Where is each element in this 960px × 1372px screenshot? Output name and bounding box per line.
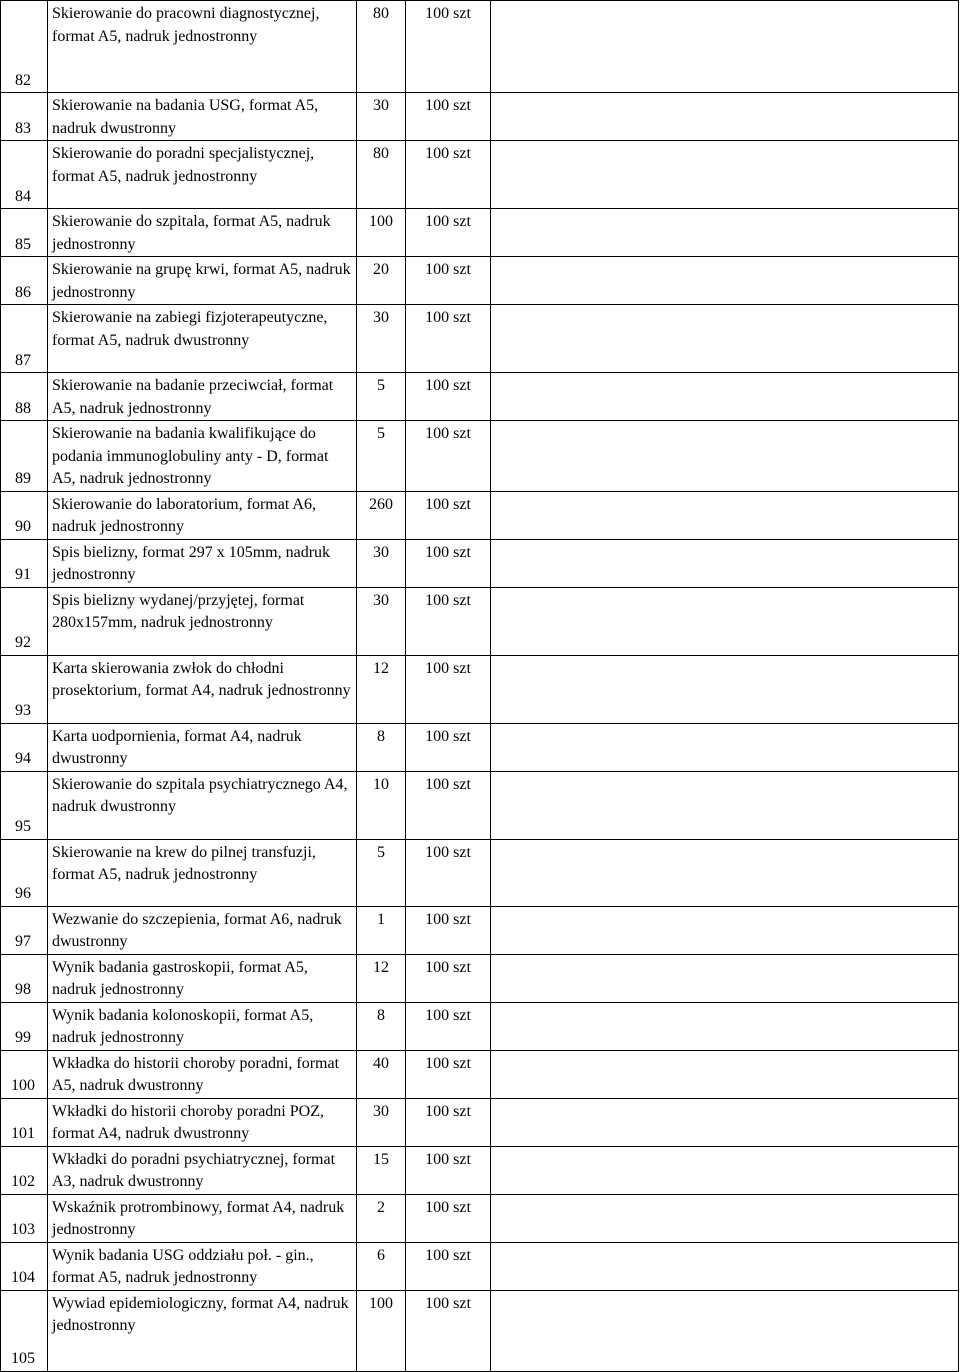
table-row [1,1146,959,1194]
row-empty-cell [491,906,959,954]
row-description: Skierowanie na grupę krwi, format A5, nadruk jednostronny [48,257,357,305]
table-row [1,257,959,305]
row-empty-cell [491,491,959,539]
row-quantity: 30 [357,539,406,587]
table-row [1,1002,959,1050]
table-row [1,587,959,655]
table-row [1,373,959,421]
row-unit: 100 szt [406,305,491,373]
row-description: Wywiad epidemiologiczny, format A4, nadruk jednostronny [48,1290,357,1371]
row-quantity: 30 [357,587,406,655]
row-quantity: 80 [357,1,406,93]
row-unit: 100 szt [406,209,491,257]
row-quantity: 12 [357,954,406,1002]
row-quantity: 20 [357,257,406,305]
row-description: Wynik badania USG oddziału poł. - gin., format A5, nadruk jednostronny [48,1242,357,1290]
row-number: 91 [1,539,48,587]
row-number: 93 [1,655,48,723]
table-row [1,93,959,141]
row-empty-cell [491,1098,959,1146]
row-unit: 100 szt [406,373,491,421]
order-table-body [1,1,959,1372]
row-quantity: 5 [357,421,406,492]
row-unit: 100 szt [406,839,491,906]
row-number: 96 [1,839,48,906]
row-description: Wynik badania gastroskopii, format A5, nadruk jednostronny [48,954,357,1002]
table-row [1,954,959,1002]
row-empty-cell [491,771,959,839]
row-unit: 100 szt [406,1,491,93]
row-description: Skierowanie do poradni specjalistycznej, format A5, nadruk jednostronny [48,141,357,209]
row-number: 86 [1,257,48,305]
row-empty-cell [491,655,959,723]
row-number: 82 [1,1,48,93]
row-empty-cell [491,257,959,305]
row-description: Skierowanie do szpitala psychiatrycznego A4, nadruk dwustronny [48,771,357,839]
row-quantity: 6 [357,1242,406,1290]
row-quantity: 2 [357,1194,406,1242]
row-number: 89 [1,421,48,492]
row-number: 88 [1,373,48,421]
table-row [1,141,959,209]
row-unit: 100 szt [406,421,491,492]
table-row [1,1290,959,1371]
row-unit: 100 szt [406,954,491,1002]
table-row [1,1242,959,1290]
row-unit: 100 szt [406,723,491,771]
table-row [1,1194,959,1242]
row-description: Wynik badania kolonoskopii, format A5, nadruk jednostronny [48,1002,357,1050]
row-quantity: 30 [357,93,406,141]
row-quantity: 1 [357,906,406,954]
row-number: 99 [1,1002,48,1050]
row-number: 102 [1,1146,48,1194]
row-empty-cell [491,954,959,1002]
row-number: 103 [1,1194,48,1242]
row-description: Skierowanie do pracowni diagnostycznej, format A5, nadruk jednostronny [48,1,357,93]
table-row [1,305,959,373]
row-unit: 100 szt [406,141,491,209]
row-empty-cell [491,587,959,655]
row-description: Skierowanie na badanie przeciwciał, format A5, nadruk jednostronny [48,373,357,421]
table-row [1,1050,959,1098]
row-empty-cell [491,305,959,373]
row-empty-cell [491,141,959,209]
row-quantity: 5 [357,839,406,906]
row-quantity: 40 [357,1050,406,1098]
row-number: 83 [1,93,48,141]
row-description: Skierowanie na zabiegi fizjoterapeutyczne, format A5, nadruk dwustronny [48,305,357,373]
row-quantity: 260 [357,491,406,539]
row-empty-cell [491,1290,959,1371]
row-unit: 100 szt [406,771,491,839]
row-empty-cell [491,1002,959,1050]
row-quantity: 15 [357,1146,406,1194]
row-empty-cell [491,209,959,257]
table-row [1,1,959,93]
row-empty-cell [491,93,959,141]
row-unit: 100 szt [406,257,491,305]
row-unit: 100 szt [406,491,491,539]
table-row [1,771,959,839]
row-quantity: 12 [357,655,406,723]
row-number: 84 [1,141,48,209]
row-unit: 100 szt [406,1098,491,1146]
row-description: Wkładka do historii choroby poradni, format A5, nadruk dwustronny [48,1050,357,1098]
row-quantity: 100 [357,1290,406,1371]
table-row [1,421,959,492]
row-empty-cell [491,1,959,93]
row-number: 94 [1,723,48,771]
row-unit: 100 szt [406,906,491,954]
row-empty-cell [491,373,959,421]
row-quantity: 30 [357,1098,406,1146]
row-unit: 100 szt [406,1146,491,1194]
row-unit: 100 szt [406,1242,491,1290]
row-description: Skierowanie na krew do pilnej transfuzji, format A5, nadruk jednostronny [48,839,357,906]
row-quantity: 8 [357,723,406,771]
row-empty-cell [491,1194,959,1242]
row-number: 105 [1,1290,48,1371]
row-number: 97 [1,906,48,954]
row-quantity: 30 [357,305,406,373]
row-empty-cell [491,421,959,492]
row-empty-cell [491,1050,959,1098]
row-quantity: 80 [357,141,406,209]
row-unit: 100 szt [406,1050,491,1098]
row-number: 90 [1,491,48,539]
table-row [1,1098,959,1146]
row-number: 101 [1,1098,48,1146]
row-empty-cell [491,1242,959,1290]
row-description: Wkładki do historii choroby poradni POZ, format A4, nadruk dwustronny [48,1098,357,1146]
row-number: 95 [1,771,48,839]
row-unit: 100 szt [406,93,491,141]
row-description: Skierowanie na badania USG, format A5, nadruk dwustronny [48,93,357,141]
table-row [1,723,959,771]
row-unit: 100 szt [406,587,491,655]
table-row [1,209,959,257]
row-number: 104 [1,1242,48,1290]
row-number: 87 [1,305,48,373]
row-description: Skierowanie do szpitala, format A5, nadruk jednostronny [48,209,357,257]
row-unit: 100 szt [406,1290,491,1371]
table-row [1,906,959,954]
table-row [1,839,959,906]
row-quantity: 10 [357,771,406,839]
table-row [1,491,959,539]
row-description: Skierowanie na badania kwalifikujące do podania immunoglobuliny anty - D, format A5, nadruk jednostronny [48,421,357,492]
row-unit: 100 szt [406,1194,491,1242]
row-quantity: 8 [357,1002,406,1050]
row-quantity: 100 [357,209,406,257]
row-description: Karta uodpornienia, format A4, nadruk dwustronny [48,723,357,771]
row-description: Karta skierowania zwłok do chłodni prosektorium, format A4, nadruk jednostronny [48,655,357,723]
row-quantity: 5 [357,373,406,421]
row-description: Spis bielizny wydanej/przyjętej, format 280x157mm, nadruk jednostronny [48,587,357,655]
row-unit: 100 szt [406,655,491,723]
row-description: Spis bielizny, format 297 x 105mm, nadruk jednostronny [48,539,357,587]
row-empty-cell [491,839,959,906]
row-number: 85 [1,209,48,257]
row-description: Wezwanie do szczepienia, format A6, nadruk dwustronny [48,906,357,954]
row-unit: 100 szt [406,539,491,587]
row-description: Skierowanie do laboratorium, format A6, nadruk jednostronny [48,491,357,539]
row-description: Wskaźnik protrombinowy, format A4, nadruk jednostronny [48,1194,357,1242]
row-number: 98 [1,954,48,1002]
table-row [1,655,959,723]
row-number: 100 [1,1050,48,1098]
row-empty-cell [491,539,959,587]
row-number: 92 [1,587,48,655]
row-unit: 100 szt [406,1002,491,1050]
row-empty-cell [491,1146,959,1194]
row-empty-cell [491,723,959,771]
table-row [1,539,959,587]
row-description: Wkładki do poradni psychiatrycznej, format A3, nadruk dwustronny [48,1146,357,1194]
